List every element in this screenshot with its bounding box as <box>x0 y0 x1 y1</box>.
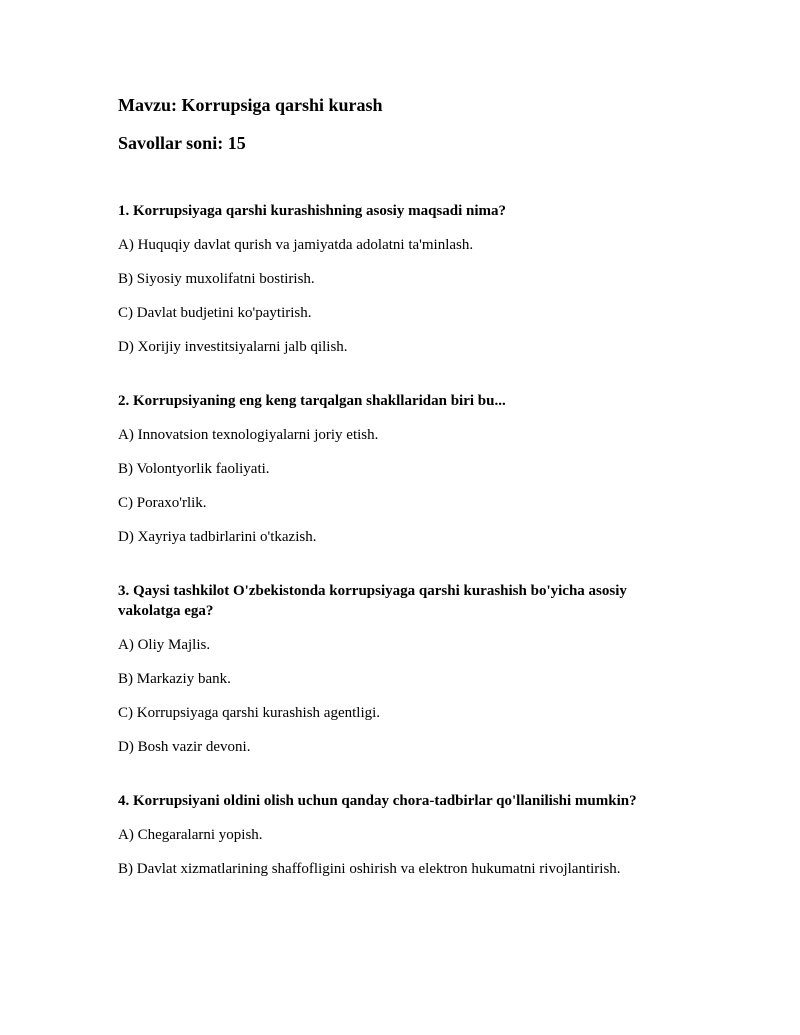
question-text: 1. Korrupsiyaga qarshi kurashishning asosiy maqsadi nima? <box>118 203 507 219</box>
question-block-3 <box>118 581 688 757</box>
answer-option-a: A) Oliy Majlis. <box>118 637 211 653</box>
answer-option-d: D) Xayriya tadbirlarini o'tkazish. <box>118 529 317 545</box>
answer-option-c: C) Poraxo'rlik. <box>118 495 207 511</box>
document-page <box>118 93 688 893</box>
answer-option-a: A) Chegaralarni yopish. <box>118 827 263 843</box>
answer-option-b: B) Davlat xizmatlarining shaffofligini oshirish va elektron hukumatni rivojlantirish. <box>118 861 621 877</box>
answer-option-a: A) Innovatsion texnologiyalarni joriy etish. <box>118 427 379 443</box>
answer-option-b: B) Siyosiy muxolifatni bostirish. <box>118 271 315 287</box>
question-block-4 <box>118 791 688 879</box>
answer-option-d: D) Xorijiy investitsiyalarni jalb qilish. <box>118 339 348 355</box>
question-block-2 <box>118 391 688 547</box>
question-text: 2. Korrupsiyaning eng keng tarqalgan shakllaridan biri bu... <box>118 393 506 409</box>
topic-heading: Mavzu: Korrupsiga qarshi kurash <box>118 95 383 115</box>
answer-option-b: B) Markaziy bank. <box>118 671 231 687</box>
question-count-heading: Savollar soni: 15 <box>118 133 246 153</box>
question-text: 4. Korrupsiyani oldini olish uchun qanday chora-tadbirlar qo'llanilishi mumkin? <box>118 793 637 809</box>
question-text: 3. Qaysi tashkilot O'zbekistonda korrupsiyaga qarshi kurashish bo'yicha asosiy vakolatga ega? <box>118 583 627 619</box>
answer-option-c: C) Davlat budjetini ko'paytirish. <box>118 305 312 321</box>
question-block-1 <box>118 201 688 357</box>
answer-option-b: B) Volontyorlik faoliyati. <box>118 461 270 477</box>
answer-option-d: D) Bosh vazir devoni. <box>118 739 251 755</box>
answer-option-c: C) Korrupsiyaga qarshi kurashish agentligi. <box>118 705 381 721</box>
answer-option-a: A) Huquqiy davlat qurish va jamiyatda adolatni ta'minlash. <box>118 237 474 253</box>
